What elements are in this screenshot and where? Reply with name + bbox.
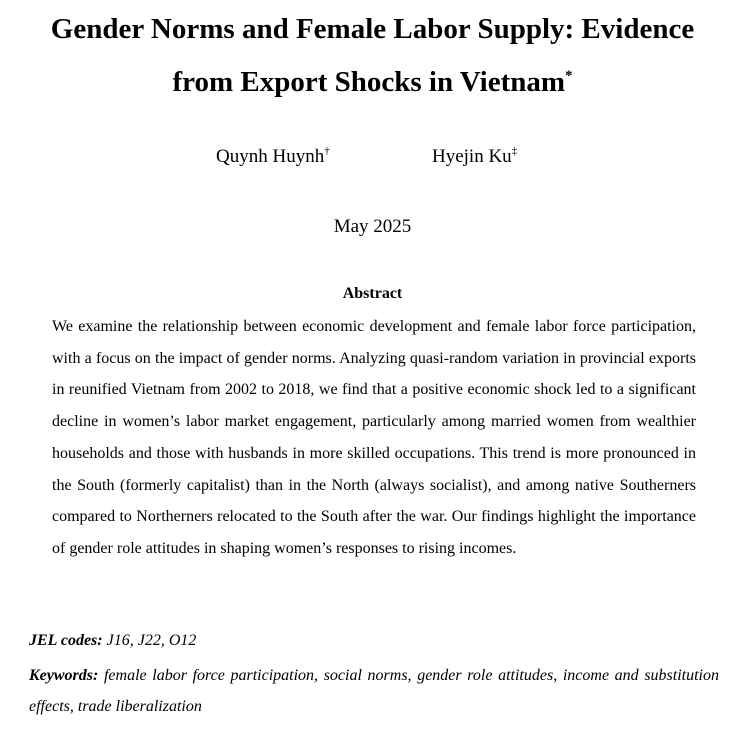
title-line-2: from Export Shocks in Vietnam <box>172 66 566 98</box>
author-1 <box>216 146 330 168</box>
author-2-name: Hyejin Ku <box>432 146 512 167</box>
jel-codes <box>29 628 729 654</box>
author-2-footnote-mark: ‡ <box>511 145 518 157</box>
abstract-heading: Abstract <box>342 285 403 302</box>
author-1-footnote-mark: † <box>324 145 330 157</box>
abstract-body: We examine the relationship between economic development and female labor force participation, with a focus on the impact of gender norms. Analyzing quasi-random variation in provincial exports in reunified Vietnam from 2002 to 2018, we find that a positive economic shock led to a significant decline in women’s labor market engagement, particularly among married women from wealthier households and those with husbands in more skilled occupations. This trend is more pronounced in the South (formerly capitalist) than in the North (always socialist), and among native Southerners compared to Northerners relocated to the South after the war. Our findings highlight the importance of gender role attitudes in shaping women’s responses to rising incomes. <box>52 318 696 557</box>
title-line-1: Gender Norms and Female Labor Supply: Evidence <box>50 13 695 45</box>
author-2 <box>432 146 517 168</box>
keywords-values: female labor force participation, social norms, gender role attitudes, income and substitution effects, trade liberalization <box>29 667 719 715</box>
publication-date: May 2025 <box>333 216 412 237</box>
jel-values: J16, J22, O12 <box>106 632 197 649</box>
paper-title <box>0 3 745 109</box>
author-1-name: Quynh Huynh <box>216 146 325 167</box>
jel-label: JEL codes: <box>29 632 103 649</box>
author-list <box>0 146 745 170</box>
keywords <box>29 660 719 722</box>
title-footnote-mark: * <box>565 68 573 84</box>
keywords-label: Keywords: <box>29 667 99 684</box>
